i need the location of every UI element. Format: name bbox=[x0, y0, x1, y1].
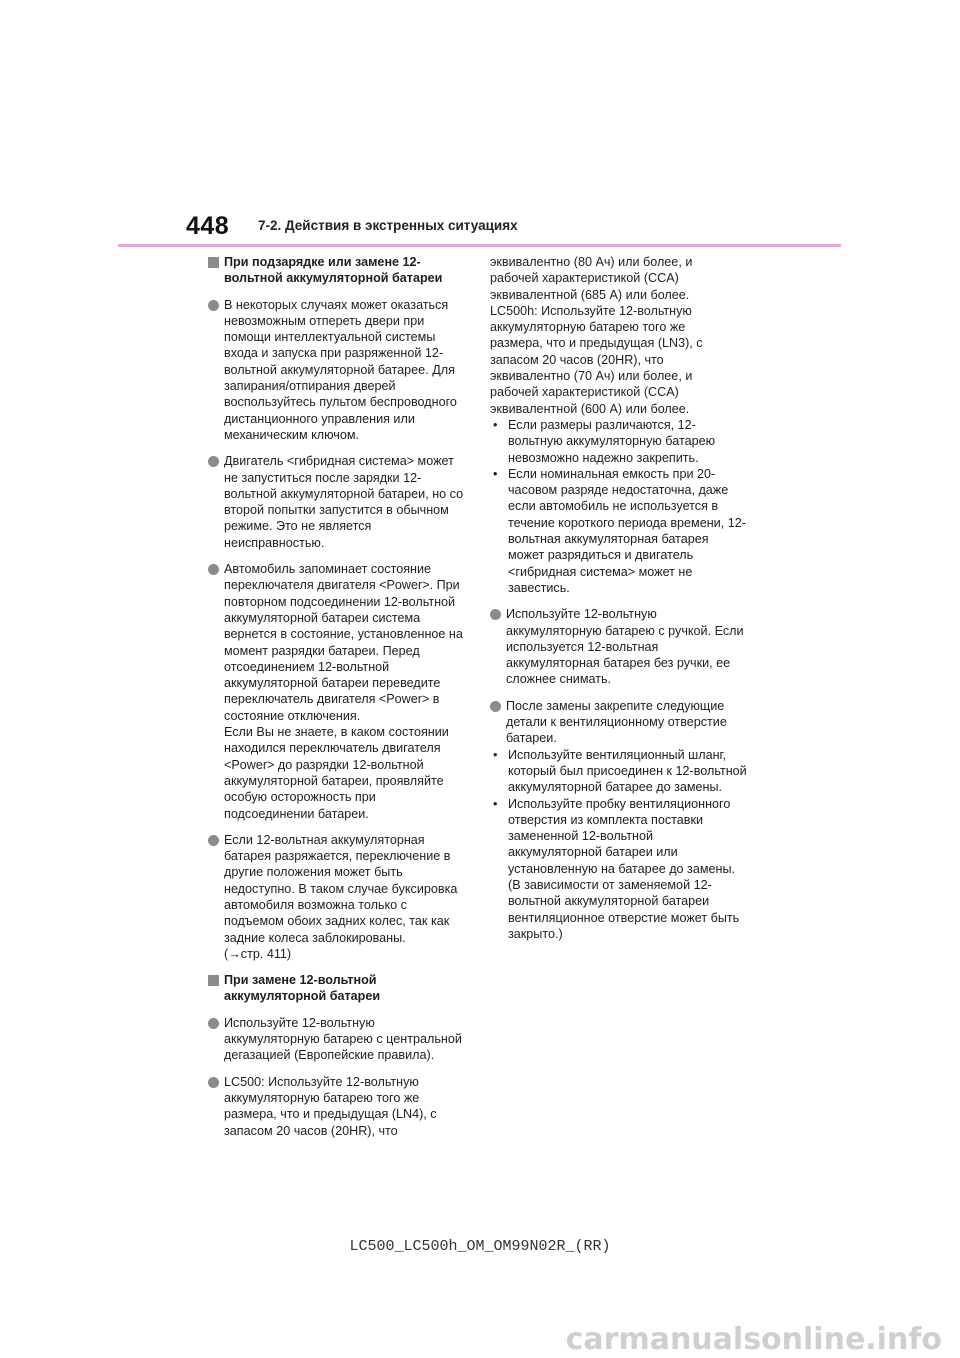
paragraph-item bbox=[490, 698, 755, 747]
paragraph-item bbox=[208, 1074, 470, 1139]
paragraph-item bbox=[208, 453, 470, 551]
bullet-text: Если номинальная емкость при 20- часовом разряде недостаточна, даже если автомобиль не используется в течение короткого периода времени, 12- вольтная аккумуляторная батарея может разрядиться и двигатель <гибридная система> может не завестись. bbox=[508, 466, 746, 595]
bullet-list bbox=[490, 747, 755, 943]
bullet-text: Используйте вентиляционный шланг, который был присоединен к 12-вольтной аккумуляторной батарее до замены. bbox=[508, 747, 747, 795]
circle-bullet-icon bbox=[208, 1077, 219, 1088]
bullet-dot-icon: • bbox=[493, 747, 498, 762]
paragraph-text: LC500: Используйте 12-вольтную аккумуляторную батарею того же размера, что и предыдущая (LN4), с запасом 20 часов (20HR), что bbox=[224, 1074, 437, 1138]
square-bullet-icon bbox=[208, 975, 219, 986]
section-title: 7-2. Действия в экстренных ситуациях bbox=[258, 218, 518, 233]
document-code: LC500_LC500h_OM_OM99N02R_(RR) bbox=[349, 1238, 611, 1255]
bullet-list bbox=[490, 417, 755, 596]
bullet-list-item bbox=[490, 466, 755, 596]
paragraph-text: Используйте 12-вольтную аккумуляторную батарею с центральной дегазацией (Европейские правила). bbox=[224, 1015, 462, 1063]
header-divider bbox=[118, 244, 841, 247]
paragraph-text: После замены закрепите следующие детали к вентиляционному отверстие батареи. bbox=[506, 698, 727, 746]
paragraph-continuation: эквивалентно (80 Ач) или более, и рабочей характеристикой (CCA) эквивалентной (685 А) или более. LC500h: Используйте 12-вольтную аккумуляторную батарею того же размера, что и предыдущая (LN3), с запасом 20 часов (20HR), что эквивалентно (70 Ач) или более, и рабочей характеристикой (CCA) эквивалентной (600 А) или более. bbox=[490, 255, 703, 416]
circle-bullet-icon bbox=[208, 835, 219, 846]
page-number: 448 bbox=[186, 212, 230, 240]
paragraph-item bbox=[208, 1015, 470, 1064]
paragraph-text: В некоторых случаях может оказаться невозможным отпереть двери при помощи интеллектуальной системы входа и запуска при разряженной 12- вольтной аккумуляторной батарее. Для запирания/отпирания дверей воспользуйтесь пультом беспроводного дистанционного управления или механическим ключом. bbox=[224, 297, 457, 442]
paragraph-item bbox=[208, 297, 470, 444]
bullet-text: Если размеры различаются, 12- вольтную аккумуляторную батарею невозможно надежно закрепить. bbox=[508, 417, 716, 465]
heading-text: При замене 12-вольтной аккумуляторной батареи bbox=[224, 973, 381, 1004]
bullet-text: Используйте пробку вентиляционного отверстия из комплекта поставки замененной 12-вольтной аккумуляторной батареи или установленную на батарее до замены. (В зависимости от заменяемой 12- вольтной аккумуляторной батареи вентиляционное отверстие может быть закрыто.) bbox=[508, 796, 740, 941]
paragraph-text: Автомобиль запоминает состояние переключателя двигателя <Power>. При повторном подсоединении 12-вольтной аккумуляторной батареи система вернется в состояние, установленное на момент разрядки батареи. Перед отсоединением 12-вольтной аккумуляторной батареи переведите переключатель двигателя <Power> в состояние отключения. Если Вы не знаете, в каком состоянии находился переключатель двигателя <Power> до разрядки 12-вольтной аккумуляторной батареи, проявляйте особую осторожность при подсоединении батареи. bbox=[224, 562, 463, 821]
left-column bbox=[208, 254, 470, 1149]
watermark: carmanualsonline.info bbox=[565, 1322, 942, 1357]
circle-bullet-icon bbox=[208, 1018, 219, 1029]
paragraph-item bbox=[208, 832, 470, 962]
bullet-dot-icon: • bbox=[493, 796, 498, 811]
circle-bullet-icon bbox=[208, 564, 219, 575]
bullet-dot-icon: • bbox=[493, 417, 498, 432]
circle-bullet-icon bbox=[490, 609, 501, 620]
circle-bullet-icon bbox=[208, 456, 219, 467]
bullet-list-item bbox=[490, 747, 755, 796]
square-bullet-icon bbox=[208, 257, 219, 268]
bullet-list-item bbox=[490, 417, 755, 466]
heading-text: При подзарядке или замене 12- вольтной аккумуляторной батареи bbox=[224, 255, 443, 286]
paragraph-text: Если 12-вольтная аккумуляторная батарея разряжается, переключение в другие положения может быть недоступно. В таком случае буксировка автомобиля возможна только с подъемом обоих задних колес, так как задние колеса заблокированы. (→стр. 411) bbox=[224, 832, 458, 961]
section-heading-replacement bbox=[208, 972, 470, 1005]
circle-bullet-icon bbox=[490, 701, 501, 712]
paragraph-item bbox=[208, 561, 470, 822]
paragraph-text: Используйте 12-вольтную аккумуляторную батарею с ручкой. Если используется 12-вольтная аккумуляторная батарея без ручки, ее сложнее снимать. bbox=[506, 607, 744, 687]
section-heading-charging bbox=[208, 254, 470, 287]
circle-bullet-icon bbox=[208, 300, 219, 311]
paragraph-item bbox=[490, 606, 755, 687]
bullet-dot-icon: • bbox=[493, 466, 498, 481]
right-column bbox=[490, 254, 755, 942]
paragraph-text: Двигатель <гибридная система> может не запуститься после зарядки 12- вольтной аккумуляторной батареи, но со второй попытки запустится в обычном режиме. Это не является неисправностью. bbox=[224, 454, 464, 550]
bullet-list-item bbox=[490, 796, 755, 943]
